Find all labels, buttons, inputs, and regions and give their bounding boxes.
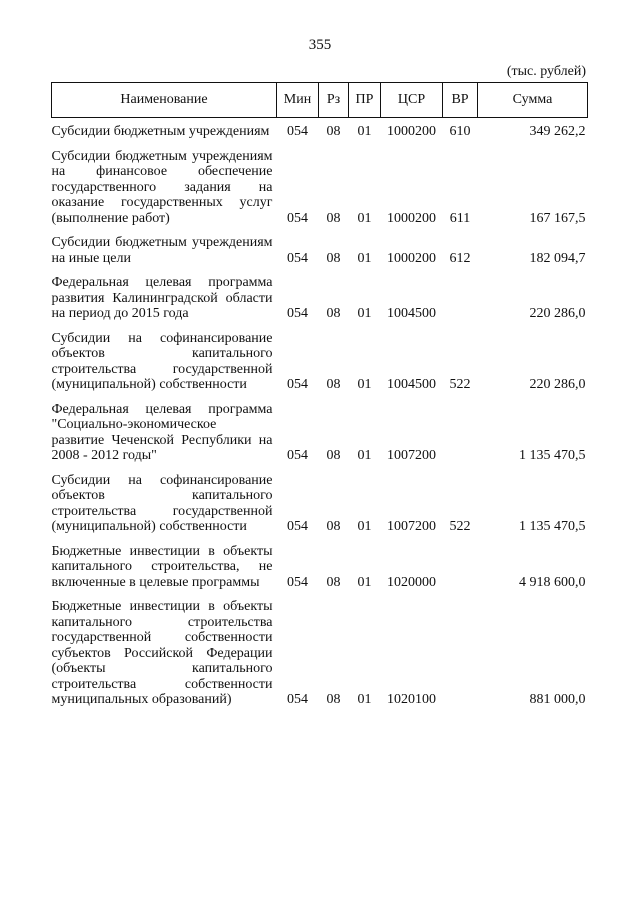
cell-min: 054 xyxy=(287,519,308,534)
cell-min: 054 xyxy=(287,448,308,463)
units-note: (тыс. рублей) xyxy=(506,64,586,79)
cell-sum: 4 918 600,0 xyxy=(519,574,586,590)
table-row xyxy=(52,331,588,402)
header-sum: Сумма xyxy=(478,83,588,118)
cell-vr: 611 xyxy=(449,210,471,226)
cell-sum: 1 135 470,5 xyxy=(519,519,586,534)
cell-rz: 08 xyxy=(326,124,341,139)
cell-pr: 01 xyxy=(357,692,372,707)
cell-min: 054 xyxy=(287,377,308,392)
cell-sum: 182 094,7 xyxy=(529,250,586,266)
cell-name: Бюджетные инвестиции в объекты капитального строительства государственной собственности субъектов Российской Федерации (объекты капитального строительства собственности муниципальных образований) xyxy=(51,599,273,707)
cell-min: 054 xyxy=(287,124,308,139)
cell-rz: 08 xyxy=(326,306,341,321)
cell-min: 054 xyxy=(287,574,308,590)
cell-name: Субсидии бюджетным учреждениям на иные цели xyxy=(51,235,273,266)
cell-name: Субсидии бюджетным учреждениям xyxy=(51,124,270,139)
cell-sum: 1 135 470,5 xyxy=(519,448,586,463)
cell-name: Бюджетные инвестиции в объекты капитального строительства, не включенные в целевые программы xyxy=(51,543,273,590)
cell-vr xyxy=(443,599,478,717)
cell-pr: 01 xyxy=(357,250,372,266)
table-header-row xyxy=(52,83,588,118)
header-rz: Рз xyxy=(319,83,349,118)
header-vr: ВР xyxy=(443,83,478,118)
cell-csr: 1020100 xyxy=(387,692,436,707)
cell-vr: 610 xyxy=(449,124,471,139)
table-row xyxy=(52,544,588,600)
cell-csr: 1007200 xyxy=(387,448,436,463)
cell-pr: 01 xyxy=(357,306,372,321)
cell-sum: 881 000,0 xyxy=(529,692,586,707)
budget-table xyxy=(51,82,588,717)
header-min: Мин xyxy=(277,83,319,118)
table-row xyxy=(52,473,588,544)
cell-csr: 1000200 xyxy=(387,250,436,266)
table-row xyxy=(52,402,588,473)
cell-rz: 08 xyxy=(326,448,341,463)
table-row xyxy=(52,235,588,275)
table-row xyxy=(52,275,588,331)
cell-pr: 01 xyxy=(357,448,372,463)
cell-vr: 612 xyxy=(449,250,471,266)
cell-vr xyxy=(443,544,478,600)
cell-csr: 1000200 xyxy=(387,124,436,139)
header-csr: ЦСР xyxy=(381,83,443,118)
cell-rz: 08 xyxy=(326,377,341,392)
cell-csr: 1000200 xyxy=(387,210,436,226)
header-pr: ПР xyxy=(349,83,381,118)
cell-csr: 1020000 xyxy=(387,574,436,590)
cell-pr: 01 xyxy=(357,574,372,590)
cell-vr: 522 xyxy=(449,377,471,392)
table-row xyxy=(52,149,588,236)
cell-pr: 01 xyxy=(357,377,372,392)
table-row xyxy=(52,599,588,717)
cell-sum: 349 262,2 xyxy=(529,124,586,139)
cell-name: Субсидии на софинансирование объектов капитального строительства государственной (муниципальной) собственности xyxy=(51,330,273,392)
cell-name: Федеральная целевая программа "Социально-экономическое развитие Чеченской Республики на 2008 - 2012 годы" xyxy=(51,401,273,463)
cell-pr: 01 xyxy=(357,210,372,226)
table-row xyxy=(52,118,588,149)
cell-name: Субсидии бюджетным учреждениям на финансовое обеспечение государственного задания на оказание государственных услуг (выполнение работ) xyxy=(51,148,273,226)
cell-rz: 08 xyxy=(326,210,341,226)
cell-min: 054 xyxy=(287,250,308,266)
cell-sum: 220 286,0 xyxy=(529,306,586,321)
cell-rz: 08 xyxy=(326,574,341,590)
cell-vr: 522 xyxy=(449,519,471,534)
cell-pr: 01 xyxy=(357,519,372,534)
cell-name: Субсидии на софинансирование объектов капитального строительства государственной (муниципальной) собственности xyxy=(51,472,273,534)
cell-sum: 220 286,0 xyxy=(529,377,586,392)
cell-min: 054 xyxy=(287,692,308,707)
header-name: Наименование xyxy=(52,83,277,118)
cell-min: 054 xyxy=(287,306,308,321)
cell-csr: 1007200 xyxy=(387,519,436,534)
cell-csr: 1004500 xyxy=(387,306,436,321)
cell-csr: 1004500 xyxy=(387,377,436,392)
cell-min: 054 xyxy=(287,210,308,226)
cell-pr: 01 xyxy=(357,124,372,139)
cell-name: Федеральная целевая программа развития Калининградской области на период до 2015 года xyxy=(51,275,273,321)
cell-rz: 08 xyxy=(326,519,341,534)
cell-rz: 08 xyxy=(326,250,341,266)
cell-vr xyxy=(443,402,478,473)
cell-sum: 167 167,5 xyxy=(529,210,586,226)
cell-vr xyxy=(443,275,478,331)
cell-rz: 08 xyxy=(326,692,341,707)
page-number: 355 xyxy=(308,37,332,53)
